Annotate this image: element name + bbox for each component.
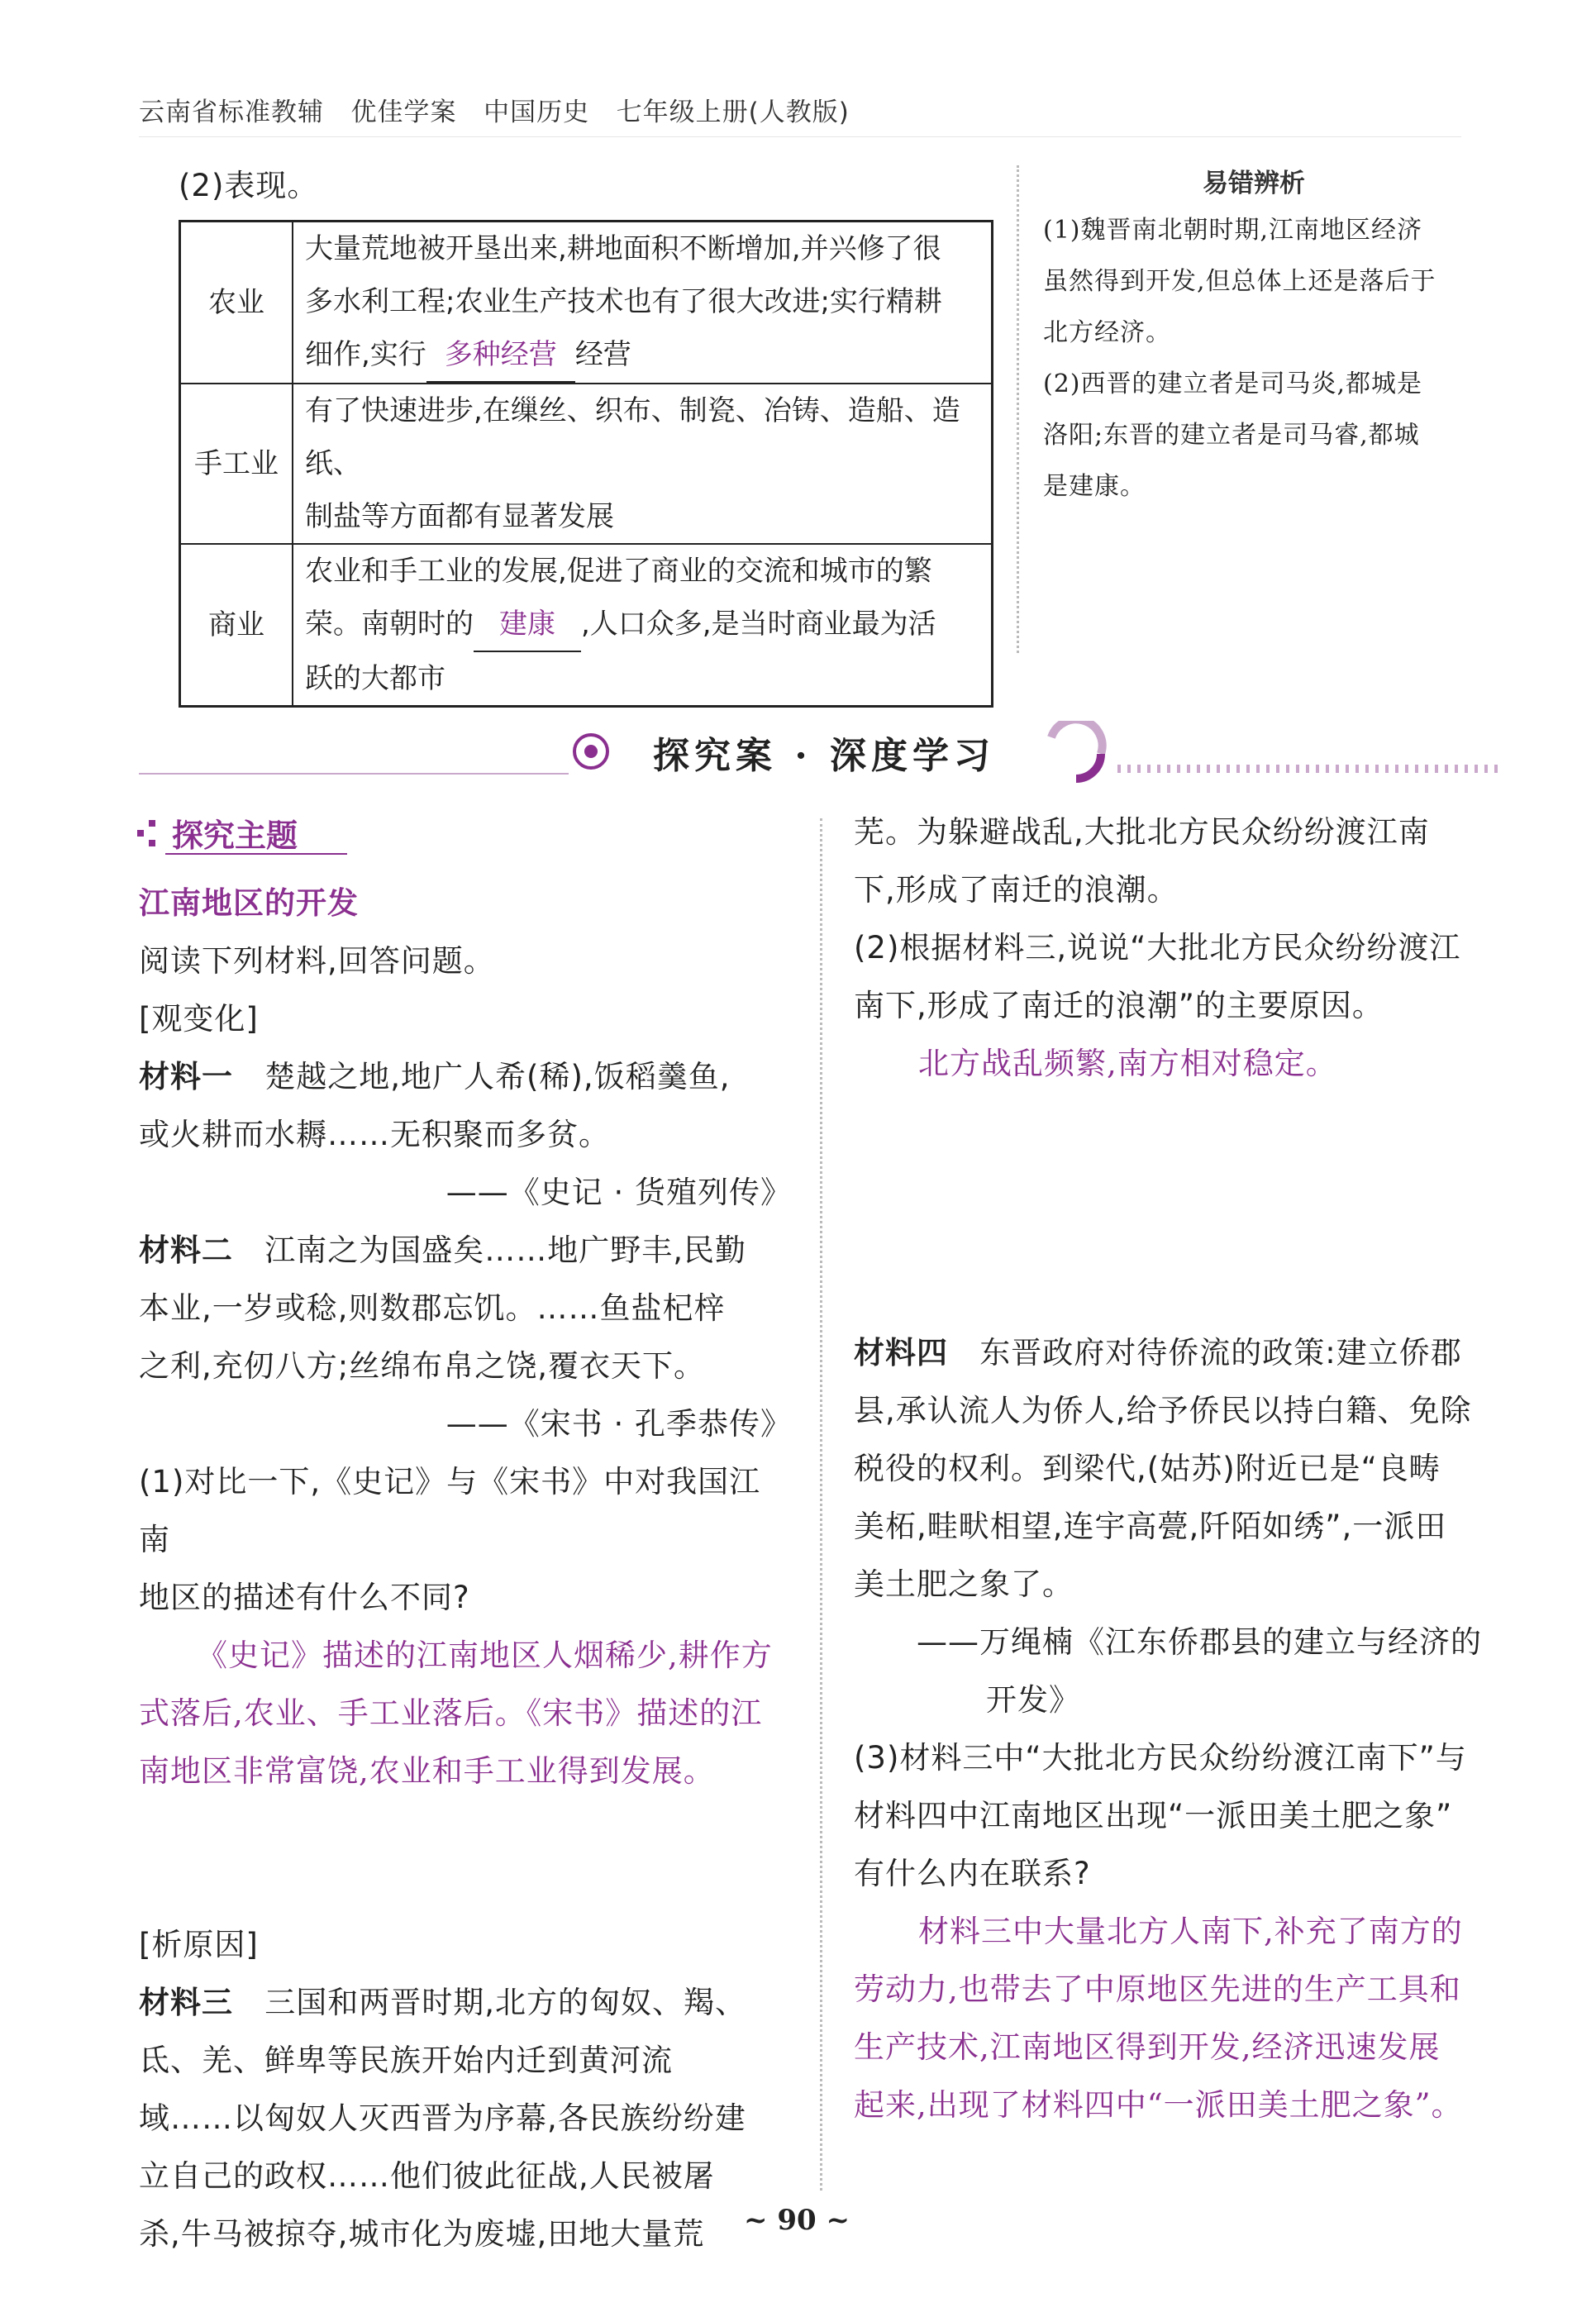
cell-line: 有了快速进步,在缫丝、织布、制瓷、冶铸、造船、造纸、 bbox=[305, 394, 960, 480]
material-source: 开发》 bbox=[986, 1682, 1080, 1718]
answer-space bbox=[854, 1093, 1507, 1324]
left-column bbox=[139, 875, 792, 2263]
topic-underline bbox=[165, 853, 347, 855]
arc-decoration-icon bbox=[1043, 721, 1109, 787]
topic-subtitle: 江南地区的开发 bbox=[139, 885, 359, 921]
cell-text: 细作,实行 bbox=[305, 338, 426, 371]
question-3: 有什么内在联系? bbox=[854, 1856, 1091, 1891]
perf-heading: (2)表现。 bbox=[179, 168, 319, 203]
material-text: 楚越之地,地广人希(稀),饭稻羹鱼, bbox=[264, 1059, 731, 1094]
topic-label: 探究主题 bbox=[172, 818, 298, 854]
cell-line: 跃的大都市 bbox=[305, 662, 445, 695]
sidebar-divider bbox=[1017, 165, 1019, 653]
material-2 bbox=[139, 1222, 792, 1280]
answer-2: 北方战乱频繁,南方相对稳定。 bbox=[918, 1046, 1337, 1081]
sidebar-line: (1)魏晋南北朝时期,江南地区经济 bbox=[1043, 216, 1423, 245]
topic-dots-icon bbox=[134, 818, 159, 851]
material-text: 氐、羌、鲜卑等民族开始内迁到黄河流 bbox=[139, 2043, 673, 2078]
material-text: 三国和两晋时期,北方的匈奴、羯、 bbox=[264, 1985, 747, 2020]
cell-line: 农业和手工业的发展,促进了商业的交流和城市的繁 bbox=[305, 555, 932, 588]
material-text: 下,形成了南迁的浪潮。 bbox=[854, 872, 1179, 908]
section-label: [观变化] bbox=[139, 1001, 259, 1037]
question-1: 地区的描述有什么不同? bbox=[139, 1580, 470, 1615]
question-3: 材料四中江南地区出现“一派田美土肥之象” bbox=[854, 1798, 1453, 1833]
material-text: 立自己的政权……他们彼此征战,人民被屠 bbox=[139, 2158, 715, 2194]
answer-1: 式落后,农业、手工业落后。《宋书》描述的江 bbox=[139, 1695, 763, 1731]
sidebar-line: 是建康。 bbox=[1043, 472, 1146, 501]
material-text: 本业,一岁或稔,则数郡忘饥。……鱼盐杞梓 bbox=[139, 1290, 726, 1326]
cell-text: ,人口众多,是当时商业最为活 bbox=[581, 608, 936, 641]
material-text: 之利,充仞八方;丝绵布帛之饶,覆衣天下。 bbox=[139, 1348, 705, 1384]
sidebar-line: (2)西晋的建立者是司马炎,都城是 bbox=[1043, 369, 1423, 398]
sidebar-notes bbox=[1043, 205, 1506, 513]
question-2: 南下,形成了南迁的浪潮”的主要原因。 bbox=[854, 988, 1384, 1023]
section-label: [析原因] bbox=[139, 1927, 259, 1962]
content-cell bbox=[293, 544, 993, 707]
material-1 bbox=[139, 1048, 792, 1106]
material-text: 域……以匈奴人灭西晋为序幕,各民族纷纷建 bbox=[139, 2100, 746, 2136]
answer-space bbox=[139, 1800, 792, 1916]
cell-line bbox=[305, 328, 979, 383]
target-icon bbox=[573, 733, 609, 770]
fill-blank-answer: 多种经营 bbox=[426, 328, 575, 383]
banner-ticks bbox=[1117, 765, 1498, 773]
answer-3: 起来,出现了材料四中“一派田美土肥之象”。 bbox=[854, 2087, 1463, 2123]
question-2: (2)根据材料三,说说“大批北方民众纷纷渡江 bbox=[854, 930, 1461, 965]
material-4 bbox=[854, 1324, 1507, 1382]
cell-line: 制盐等方面都有显著发展 bbox=[305, 500, 614, 533]
answer-1: 《史记》描述的江南地区人烟稀少,耕作方 bbox=[197, 1638, 773, 1673]
material-text: 美土肥之象了。 bbox=[854, 1566, 1074, 1602]
category-cell: 商业 bbox=[180, 544, 293, 707]
sidebar-line: 洛阳;东晋的建立者是司马睿,都城 bbox=[1043, 421, 1420, 450]
material-text: 税役的权利。到梁代,(姑苏)附近已是“良畴 bbox=[854, 1451, 1441, 1486]
instruction: 阅读下列材料,回答问题。 bbox=[139, 943, 495, 979]
cell-text: 荣。南朝时的 bbox=[305, 608, 474, 641]
category-cell: 农业 bbox=[180, 222, 293, 384]
answer-3: 生产技术,江南地区得到开发,经济迅速发展 bbox=[854, 2029, 1441, 2065]
category-cell: 手工业 bbox=[180, 384, 293, 544]
content-cell bbox=[293, 384, 993, 544]
table-row bbox=[180, 544, 993, 707]
material-label: 材料四 bbox=[854, 1335, 948, 1371]
table-row bbox=[180, 384, 993, 544]
banner-rule bbox=[139, 773, 569, 775]
question-3: (3)材料三中“大批北方民众纷纷渡江南下”与 bbox=[854, 1740, 1467, 1776]
cell-line: 大量荒地被开垦出来,耕地面积不断增加,并兴修了很 bbox=[305, 232, 941, 265]
material-source: ——《史记 · 货殖列传》 bbox=[445, 1175, 792, 1210]
material-source: ——《宋书 · 孔季恭传》 bbox=[445, 1406, 792, 1442]
sidebar-line: 虽然得到开发,但总体上还是落后于 bbox=[1043, 267, 1436, 296]
material-text: 芜。为躲避战乱,大批北方民众纷纷渡江南 bbox=[854, 814, 1430, 850]
material-label: 材料一 bbox=[139, 1059, 233, 1094]
column-divider bbox=[820, 818, 822, 2191]
material-text: 东晋政府对待侨流的政策:建立侨郡 bbox=[979, 1335, 1462, 1371]
cell-line: 多水利工程;农业生产技术也有了很大改进;实行精耕 bbox=[305, 285, 942, 318]
cell-text: 经营 bbox=[574, 338, 631, 371]
page-number: ~ 90 ~ bbox=[744, 2204, 850, 2237]
material-text: 县,承认流人为侨人,给予侨民以持白籍、免除 bbox=[854, 1393, 1472, 1428]
material-label: 材料三 bbox=[139, 1985, 233, 2020]
material-text: 或火耕而水耨……无积聚而多贫。 bbox=[139, 1117, 610, 1152]
header-text: 云南省标准教辅 优佳学案 中国历史 七年级上册(人教版) bbox=[139, 98, 850, 127]
material-text: 杀,牛马被掠夺,城市化为废墟,田地大量荒 bbox=[139, 2216, 705, 2252]
material-label: 材料二 bbox=[139, 1232, 233, 1268]
sidebar-title: 易错辨析 bbox=[1203, 169, 1305, 198]
material-source: ——万绳楠《江东侨郡县的建立与经济的 bbox=[917, 1624, 1482, 1660]
table-row bbox=[180, 222, 993, 384]
answer-3: 劳动力,也带去了中原地区先进的生产工具和 bbox=[854, 1971, 1461, 2007]
performance-table bbox=[179, 220, 993, 708]
fill-blank-answer: 建康 bbox=[474, 598, 581, 652]
question-1: (1)对比一下,《史记》与《宋书》中对我国江南 bbox=[139, 1464, 761, 1557]
right-column bbox=[854, 803, 1507, 2134]
material-text: 美柘,畦畎相望,连宇高甍,阡陌如绣”,一派田 bbox=[854, 1509, 1447, 1544]
answer-1: 南地区非常富饶,农业和手工业得到发展。 bbox=[139, 1753, 715, 1789]
section-banner-title: 探究案 · 深度学习 bbox=[653, 735, 995, 777]
material-text: 江南之为国盛矣……地广野丰,民勤 bbox=[264, 1232, 747, 1268]
cell-line bbox=[305, 598, 979, 652]
material-3 bbox=[139, 1974, 792, 2032]
header-divider bbox=[139, 136, 1461, 137]
sidebar-line: 北方经济。 bbox=[1043, 318, 1171, 347]
content-cell bbox=[293, 222, 993, 384]
answer-3: 材料三中大量北方人南下,补充了南方的 bbox=[918, 1914, 1463, 1949]
